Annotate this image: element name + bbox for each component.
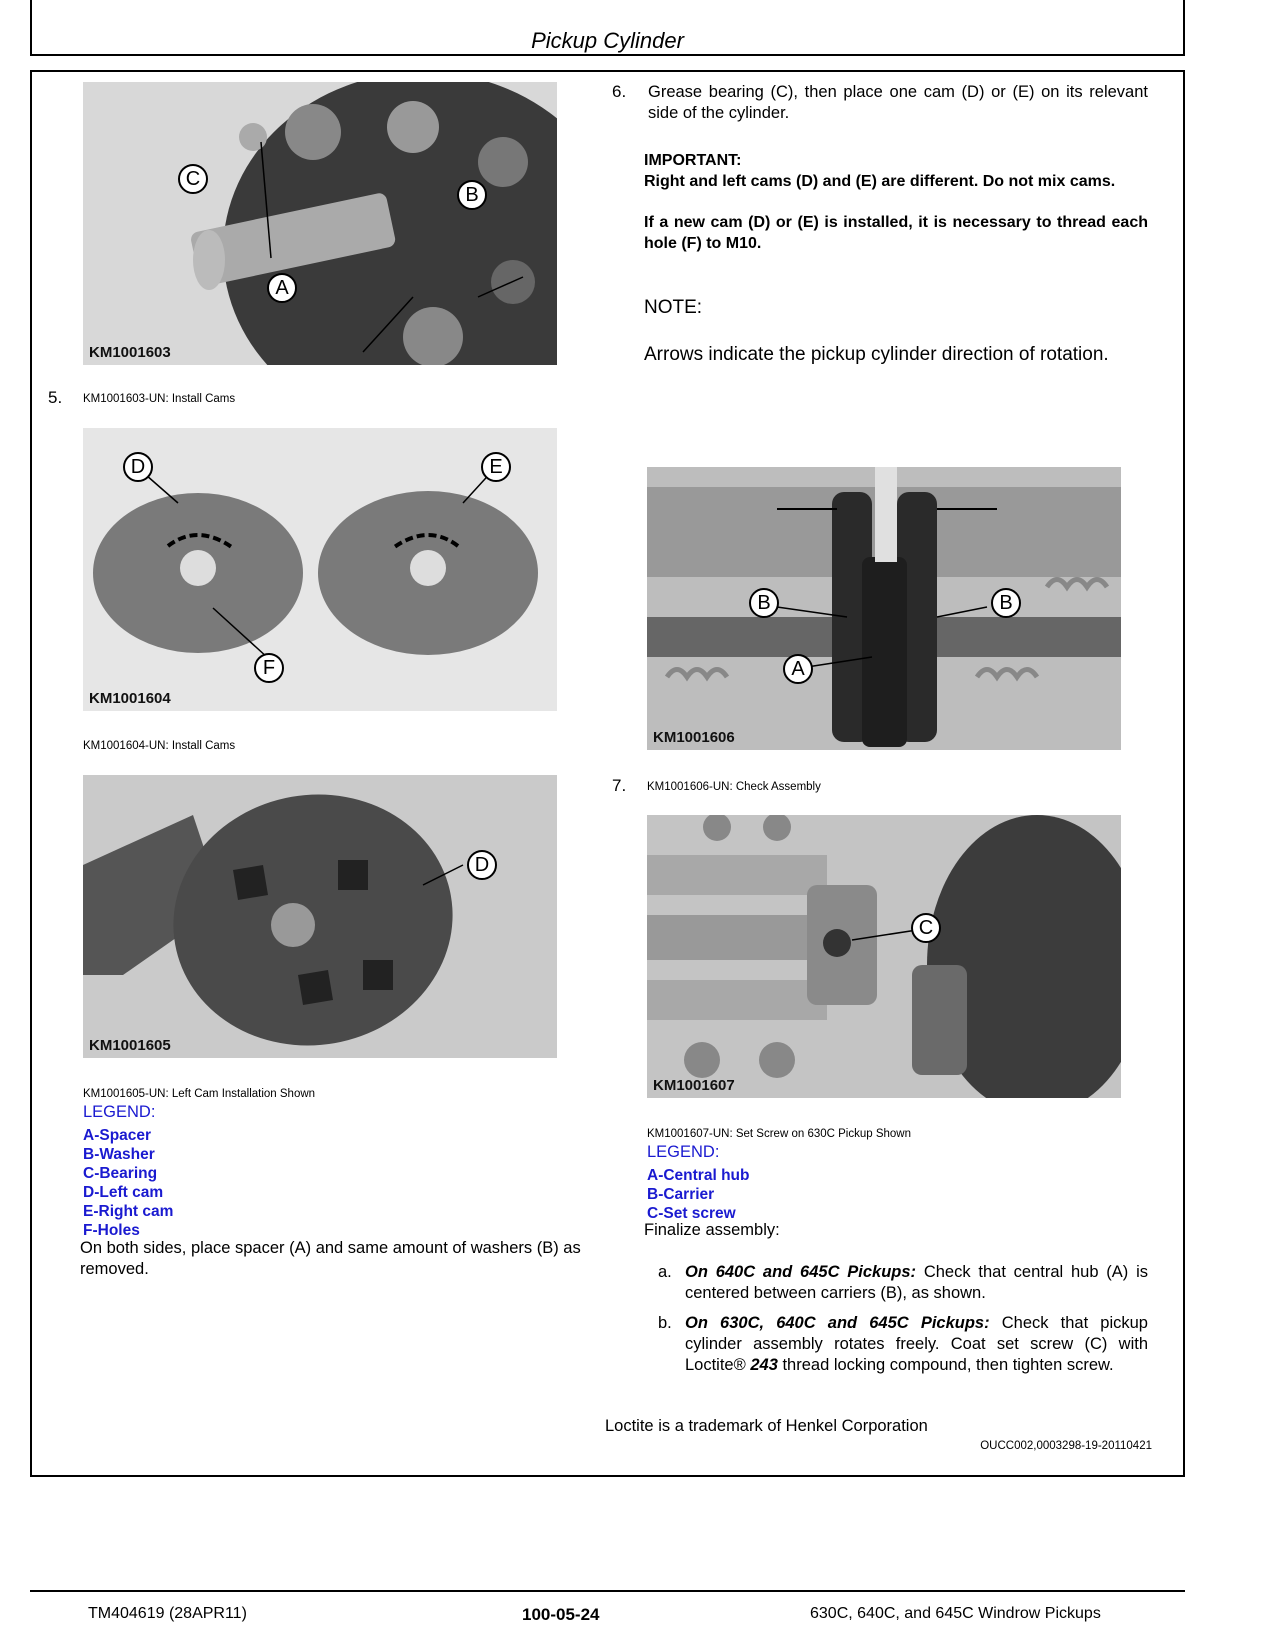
substep-text: thread locking compound, then tighten screw. <box>777 1356 1114 1374</box>
instruction-text: On both sides, place spacer (A) and same amount of washers (B) as removed. <box>80 1239 581 1278</box>
callout-b: B <box>999 592 1013 614</box>
substep-list <box>640 1262 1148 1376</box>
legend-item: F-Holes <box>83 1222 140 1239</box>
footer-product: 630C, 640C, and 645C Windrow Pickups <box>810 1605 1101 1622</box>
page-title: Pickup Cylinder <box>531 28 684 53</box>
figure-caption: KM1001603-UN: Install Cams <box>83 393 236 405</box>
important-text: If a new cam (D) or (E) is installed, it is necessary to thread each hole (F) to M10. <box>644 214 1148 252</box>
legend-item: D-Left cam <box>83 1184 164 1201</box>
step-number: 6. <box>612 82 627 101</box>
legend-title: LEGEND: <box>647 1143 720 1161</box>
callout-c: C <box>918 917 934 939</box>
callout-a: A <box>791 658 805 680</box>
substep-b <box>640 1313 1148 1376</box>
photo-km1001605 <box>83 775 557 1058</box>
photo-id-label: KM1001604 <box>89 690 171 707</box>
legend-list <box>647 1166 749 1223</box>
footer-manual-id: TM404619 (28APR11) <box>88 1605 247 1622</box>
legend-item: B-Washer <box>83 1146 155 1163</box>
figure-caption: KM1001607-UN: Set Screw on 630C Pickup Shown <box>647 1128 912 1140</box>
step-number: 7. <box>612 776 627 795</box>
substep-lead: On 630C, 640C and 645C Pickups: <box>685 1314 990 1332</box>
figure-caption: KM1001606-UN: Check Assembly <box>647 781 821 793</box>
photo-id-label: KM1001606 <box>653 729 735 746</box>
photo-km1001606 <box>647 467 1121 750</box>
document-id: OUCC002,0003298-19-20110421 <box>980 1440 1152 1452</box>
important-block <box>644 150 1148 254</box>
figure-caption: KM1001604-UN: Install Cams <box>83 740 236 752</box>
footer-page-number: 100-05-24 <box>522 1605 600 1624</box>
photo-km1001604 <box>83 428 557 711</box>
substep-letter: b. <box>658 1314 672 1332</box>
substep-lead: On 640C and 645C Pickups: <box>685 1263 917 1281</box>
photo-id-label: KM1001607 <box>653 1077 735 1094</box>
callout-d: D <box>130 456 146 478</box>
callout-e: E <box>489 456 503 478</box>
legend-item: B-Carrier <box>647 1186 715 1203</box>
callout-b: B <box>465 184 479 206</box>
substep-emphasis: 243 <box>750 1356 778 1374</box>
callout-a: A <box>275 277 289 299</box>
substep-text: Check that pickup cylinder assembly rotates freely. Coat set screw (C) with Loctite® <box>685 1314 1148 1374</box>
callout-b: B <box>757 592 771 614</box>
photo-km1001607 <box>647 815 1121 1098</box>
finalize-heading: Finalize assembly: <box>644 1221 780 1239</box>
figure-caption: KM1001605-UN: Left Cam Installation Shown <box>83 1088 316 1100</box>
callout-f: F <box>262 657 276 679</box>
photo-id-label: KM1001603 <box>89 344 171 361</box>
legend-item: C-Set screw <box>647 1205 736 1222</box>
substep-a <box>640 1262 1148 1304</box>
trademark-note: Loctite is a trademark of Henkel Corporation <box>605 1417 928 1435</box>
photo-km1001603 <box>83 82 557 365</box>
footer-rule <box>30 1590 1185 1592</box>
step-number: 5. <box>48 388 63 407</box>
legend-title: LEGEND: <box>83 1103 156 1121</box>
legend-item: E-Right cam <box>83 1203 174 1220</box>
legend-item: A-Spacer <box>83 1127 152 1144</box>
callout-c: C <box>185 168 201 190</box>
important-text: Right and left cams (D) and (E) are different. Do not mix cams. <box>644 173 1116 190</box>
note-text: Arrows indicate the pickup cylinder direction of rotation. <box>644 344 1109 365</box>
step-text: Grease bearing (C), then place one cam (D) or (E) on its relevant side of the cylinder. <box>648 83 1148 122</box>
callout-d: D <box>474 854 490 876</box>
legend-item: A-Central hub <box>647 1167 750 1184</box>
important-heading: IMPORTANT: <box>644 152 742 169</box>
substep-letter: a. <box>658 1263 672 1281</box>
substep-text: Check that central hub (A) is centered between carriers (B), as shown. <box>685 1263 1148 1302</box>
note-heading: NOTE: <box>644 297 703 318</box>
legend-item: C-Bearing <box>83 1165 158 1182</box>
legend-list <box>83 1126 173 1240</box>
photo-id-label: KM1001605 <box>89 1037 171 1054</box>
